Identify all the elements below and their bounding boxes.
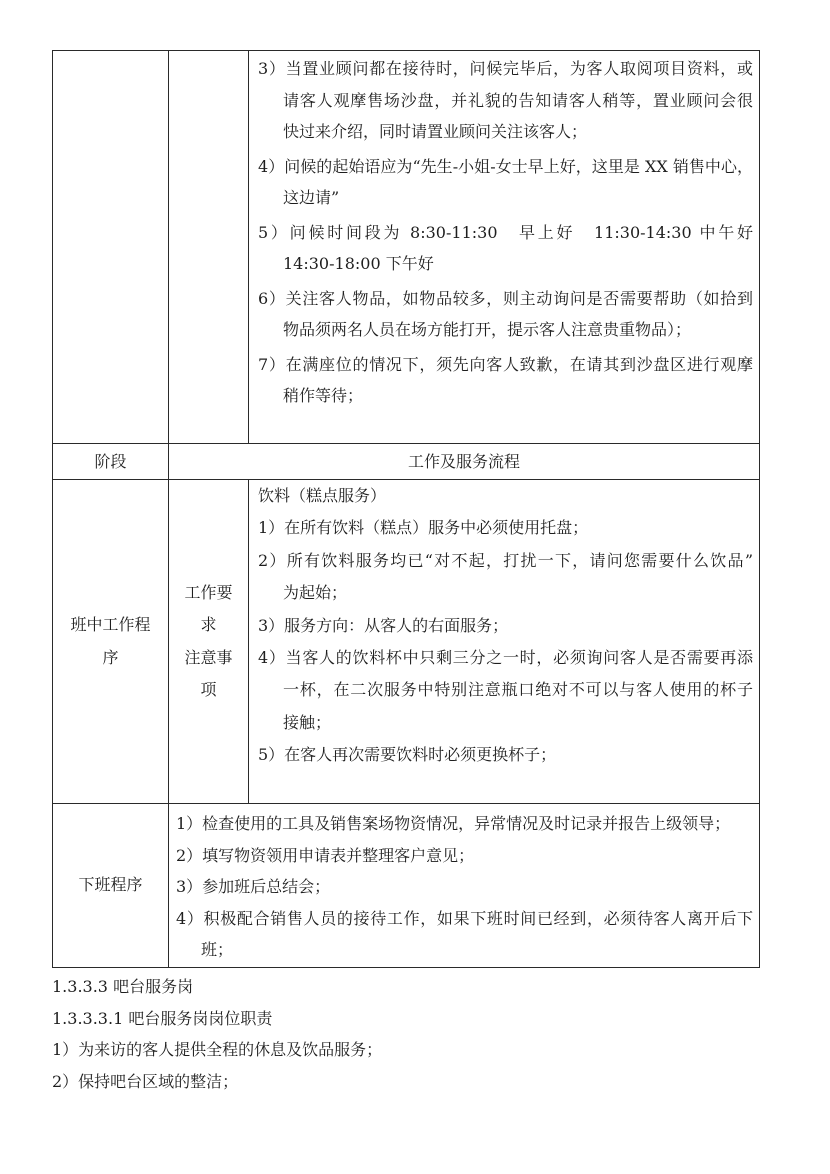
list-item: [258, 739, 753, 771]
item-line: 3）参加班后总结会；: [176, 877, 331, 896]
item-line: 为起始；: [283, 583, 348, 603]
in-shift-stage-cell: [53, 480, 169, 804]
empty-requirement-cell: [169, 51, 249, 444]
requirement-label: 工作要求: [184, 582, 233, 634]
item-line: 一杯，在二次服务中特别注意瓶口绝对不可以与客人使用的杯子: [283, 680, 753, 700]
item-line: 7）在满座位的情况下，须先向客人致歉，在请其到沙盘区进行观摩: [258, 354, 753, 374]
table-row-continued: [53, 51, 760, 444]
off-shift-procedure-cell: [169, 804, 760, 968]
list-item: [258, 53, 753, 148]
list-item: [258, 283, 753, 346]
in-shift-requirement-cell: [169, 480, 249, 804]
list-item: [176, 903, 753, 966]
bar-service-section: [52, 971, 758, 1098]
list-item: [176, 871, 753, 903]
list-item: [258, 217, 753, 280]
off-shift-procedure-list: [169, 804, 759, 966]
item-line: 请客人观摩售场沙盘，并礼貌的告知请客人稍等，置业顾问会很: [283, 90, 753, 110]
off-shift-stage-cell: [53, 804, 169, 968]
item-line: 4）积极配合销售人员的接待工作，如果下班时间已经到，必须待客人离开后下: [176, 908, 753, 928]
item-line: 6）关注客人物品，如物品较多，则主动询问是否需要帮助（如拾到: [258, 288, 753, 308]
list-item: [258, 610, 753, 642]
header-process: 工作及服务流程: [169, 444, 760, 480]
continued-procedure-cell: [249, 51, 760, 444]
beverage-service-title: 饮料（糕点服务）: [258, 486, 387, 505]
item-line: 5）在客人再次需要饮料时必须更换杯子；: [258, 745, 557, 765]
item-line: 3）当置业顾问都在接待时，问候完毕后，为客人取阅项目资料，或: [258, 59, 753, 78]
item-line: 14:30-18:00 下午好: [283, 254, 434, 273]
header-stage: 阶段: [53, 444, 169, 480]
item-line: 快过来介绍，同时请置业顾问关注该客人；: [283, 122, 588, 141]
item-line: 1）在所有饮料（糕点）服务中必须使用托盘；: [258, 518, 589, 538]
list-item: [176, 840, 753, 872]
list-item: [258, 349, 753, 412]
list-item: [258, 151, 753, 214]
notice-label: 注意事项: [184, 647, 233, 699]
item-line: 4）问候的起始语应为“先生-小姐-女士早上好，这里是 XX 销售中心，: [258, 156, 753, 176]
item-line: 物品须两名人员在场方能打开，提示客人注意贵重物品）；: [283, 320, 692, 339]
item-line: 接触；: [283, 712, 332, 732]
table-row-in-shift: [53, 480, 760, 804]
in-shift-procedure-list: [249, 480, 759, 772]
item-line: 5）问候时间段为 8:30-11:30 早上好 11:30-14:30 中午好: [258, 222, 753, 242]
section-heading: 1.3.3.3 吧台服务岗: [52, 977, 194, 996]
continued-procedure-list: [249, 51, 759, 412]
list-item: [176, 808, 753, 840]
service-procedure-table: [52, 50, 760, 968]
item-line: 3）服务方向：从客人的右面服务；: [258, 615, 509, 635]
item-line: 2）所有饮料服务均已“对不起，打扰一下，请问您需要什么饮品”: [258, 550, 753, 570]
list-item: [258, 545, 753, 610]
item-line: 2）填写物资领用申请表并整理客户意见；: [176, 845, 475, 865]
item-line: 这边请”: [283, 188, 340, 207]
item-line: 稍作等待；: [283, 386, 364, 405]
table-header-row: [53, 444, 760, 480]
table-row-off-shift: [53, 804, 760, 968]
item-line: 1）检查使用的工具及销售案场物资情况，异常情况及时记录并报告上级领导；: [176, 814, 731, 833]
item-line: 班；: [201, 940, 234, 959]
in-shift-procedure-cell: [249, 480, 760, 804]
duty-item: 1）为来访的客人提供全程的休息及饮品服务；: [52, 1040, 383, 1060]
item-line: 4）当客人的饮料杯中只剩三分之一时，必须询问客人是否需要再添: [258, 647, 753, 667]
duty-item: 2）保持吧台区域的整洁；: [52, 1072, 239, 1092]
section-subheading: 1.3.3.3.1 吧台服务岗岗位职责: [52, 1008, 273, 1028]
empty-stage-cell: [53, 51, 169, 444]
in-shift-stage-label: 班中工作程序: [70, 615, 151, 667]
list-item: [258, 512, 753, 544]
list-item: [258, 642, 753, 739]
off-shift-stage-label: 下班程序: [78, 875, 143, 895]
